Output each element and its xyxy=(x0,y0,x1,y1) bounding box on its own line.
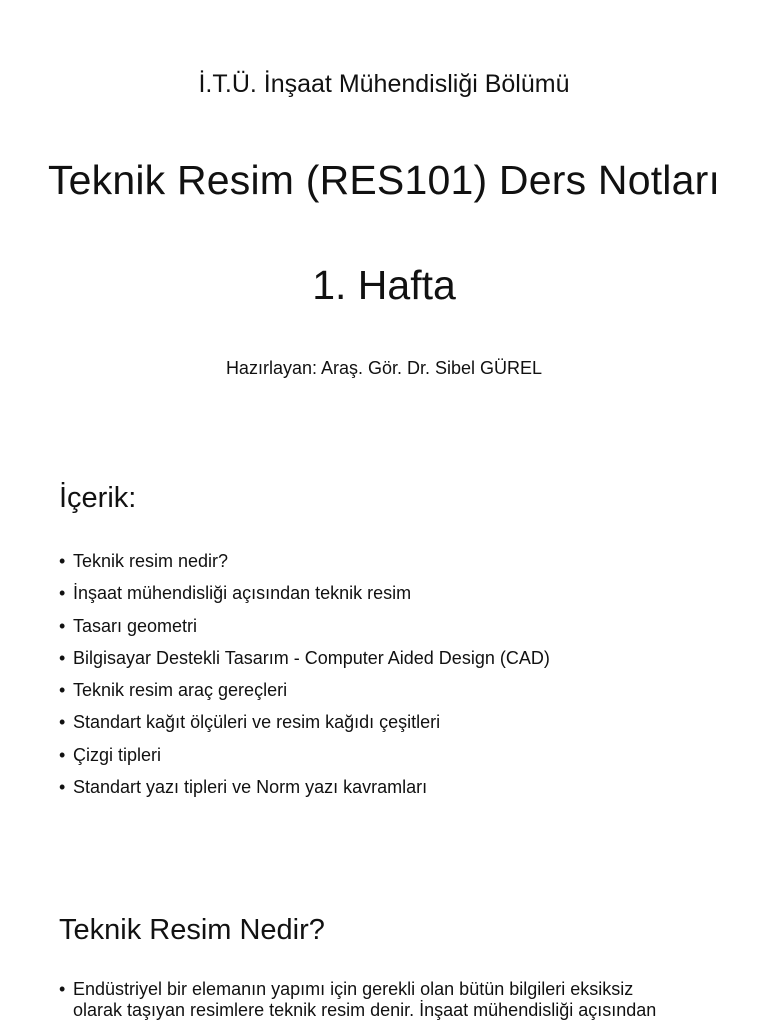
list-item xyxy=(59,674,550,706)
definition-heading: Teknik Resim Nedir? xyxy=(59,914,325,946)
bullet-icon: • xyxy=(59,647,66,668)
bullet-icon: • xyxy=(59,744,66,765)
list-item xyxy=(59,706,550,738)
bullet-icon: • xyxy=(59,680,66,701)
list-item-text: Teknik resim araç gereçleri xyxy=(73,680,288,701)
paragraph-line: Endüstriyel bir elemanın yapımı için gerekli olan bütün bilgileri eksiksiz xyxy=(73,979,634,999)
list-item xyxy=(59,577,550,609)
paragraph-line: olarak taşıyan resimlere teknik resim denir. İnşaat mühendisliği açısından xyxy=(73,1000,657,1020)
list-item xyxy=(59,545,550,577)
definition-paragraph xyxy=(59,979,753,1021)
list-item-text: Tasarı geometri xyxy=(73,615,198,636)
bullet-icon: • xyxy=(59,712,66,733)
bullet-icon: • xyxy=(59,979,66,999)
list-item-text: İnşaat mühendisliği açısından teknik resim xyxy=(73,583,412,604)
list-item xyxy=(59,739,550,771)
list-item-text: Teknik resim nedir? xyxy=(73,551,229,571)
bullet-icon: • xyxy=(59,551,66,571)
bullet-icon: • xyxy=(59,615,66,636)
bullet-icon: • xyxy=(59,777,66,798)
contents-slide xyxy=(0,432,768,864)
list-item xyxy=(59,771,550,803)
bullet-icon: • xyxy=(59,583,66,604)
list-item xyxy=(59,642,550,674)
contents-list xyxy=(59,545,550,803)
list-item-text: Çizgi tipleri xyxy=(73,744,162,765)
list-item-text: Bilgisayar Destekli Tasarım - Computer Aided Design (CAD) xyxy=(73,647,550,668)
course-title: Teknik Resim (RES101) Ders Notları xyxy=(47,157,721,203)
list-item-text: Standart kağıt ölçüleri ve resim kağıdı çeşitleri xyxy=(73,712,441,733)
author-line: Hazırlayan: Araş. Gör. Dr. Sibel GÜREL xyxy=(225,358,543,378)
list-item-text: Standart yazı tipleri ve Norm yazı kavramları xyxy=(73,777,428,798)
week-title: 1. Hafta xyxy=(312,262,456,308)
contents-heading: İçerik: xyxy=(59,482,137,514)
list-item xyxy=(59,610,550,642)
definition-slide xyxy=(0,864,768,1024)
title-slide xyxy=(0,0,768,432)
department-title: İ.T.Ü. İnşaat Mühendisliği Bölümü xyxy=(198,70,570,98)
